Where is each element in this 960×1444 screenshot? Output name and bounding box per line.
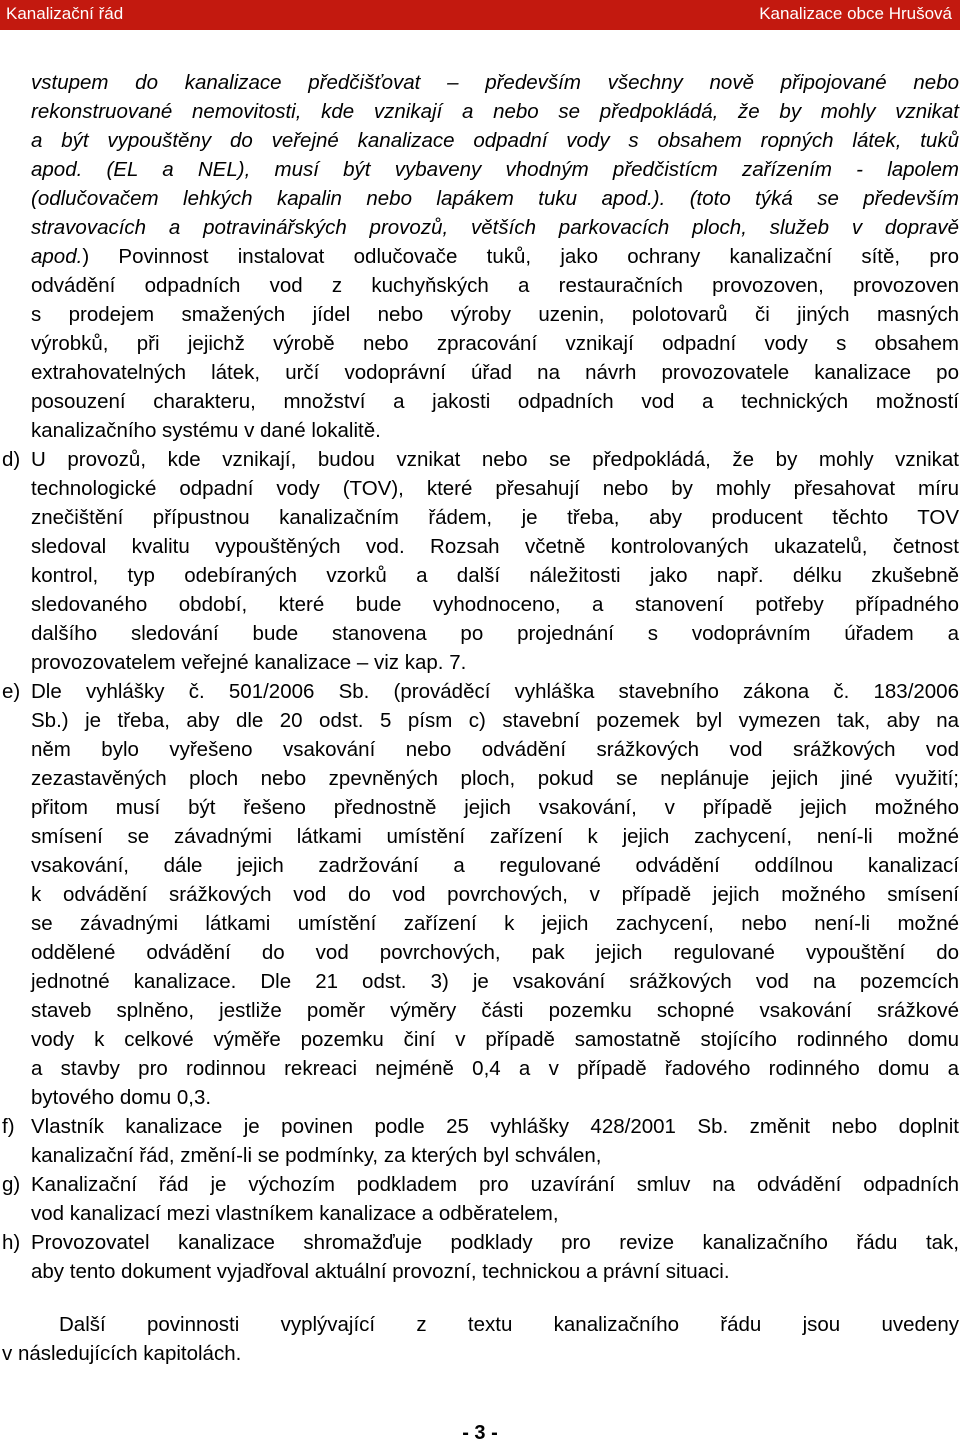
page-number: - 3 - (462, 1422, 498, 1444)
intro-line: rekonstruované nemovitosti, kde vznikají a nebo se předpokládá, že by mohly vznikat (31, 100, 959, 123)
item-line: bytového domu 0,3. (31, 1086, 212, 1109)
normal-fragment: ) Povinnost instalovat odlučovače tuků, jako ochrany kanalizační sítě, pro (82, 245, 959, 268)
item-line: k odvádění srážkových vod do vod povrchových, v případě jejich možného smísení (31, 883, 959, 906)
item-line: něm bylo vyřešeno vsakování nebo odvádění srážkových vod srážkových vod (31, 738, 959, 761)
item-line: Sb.) je třeba, aby dle 20 odst. 5 písm c) stavební pozemek byl vymezen tak, aby na (31, 709, 959, 732)
closing-line: v následujících kapitolách. (2, 1342, 242, 1365)
item-line: oddělené odvádění do vod povrchových, pak jejich regulované vypouštění do (31, 941, 959, 964)
item-line: dalšího sledování bude stanovena po projednání s vodoprávním úřadem a (31, 622, 959, 645)
item-line: Kanalizační řád je výchozím podkladem pro uzavírání smluv na odvádění odpadních (31, 1173, 959, 1196)
item-line: zezastavěných ploch nebo zpevněných ploch, pokud se neplánuje jejich jiné využití; (31, 767, 959, 790)
item-line: vod kanalizací mezi vlastníkem kanalizace a odběratelem, (31, 1202, 559, 1225)
item-line: kanalizační řád, změní-li se podmínky, za kterých byl schválen, (31, 1144, 602, 1167)
paragraph-line: extrahovatelných látek, určí vodoprávní úřad na návrh provozovatele kanalizace po (31, 361, 959, 384)
item-line: vsakování, dále jejich zadržování a regulované odvádění oddílnou kanalizací (31, 854, 959, 877)
intro-line: apod. (EL a NEL), musí být vybaveny vhodným předčistícm zařízením - lapolem (31, 158, 959, 181)
item-label: g) (2, 1173, 21, 1196)
item-line: smísení se závadnými látkami umístění zařízení k jejich zachycení, není-li možné (31, 825, 959, 848)
item-line: znečištění přípustnou kanalizačním řádem, je třeba, aby producent těchto TOV (31, 506, 959, 529)
item-line: přitom musí být řešeno přednostně jejich vsakování, v případě jejich možného (31, 796, 959, 819)
paragraph-line: výrobků, při jejichž výrobě nebo zpracování vznikají odpadní vody s obsahem (31, 332, 959, 355)
item-line: se závadnými látkami umístění zařízení k jejich zachycení, nebo není-li možné (31, 912, 959, 935)
item-label: f) (2, 1115, 15, 1138)
intro-line: stravovacích a potravinářských provozů, větších parkovacích ploch, služeb v dopravě (31, 216, 959, 239)
paragraph-line: posouzení charakteru, množství a jakosti odpadních vod a technických možností (31, 390, 959, 413)
item-line: U provozů, kde vznikají, budou vznikat nebo se předpokládá, že by mohly vznikat (31, 448, 959, 471)
header-document-title: Kanalizační řád (6, 4, 124, 23)
item-line: Dle vyhlášky č. 501/2006 Sb. (prováděcí vyhláška stavebního zákona č. 183/2006 (31, 680, 959, 703)
paragraph-line: odvádění odpadních vod z kuchyňských a restauračních provozoven, provozoven (31, 274, 959, 297)
intro-line: vstupem do kanalizace předčišťovat – především všechny nově připojované nebo (31, 71, 959, 94)
header-project-title: Kanalizace obce Hrušová (759, 4, 952, 23)
item-line: Vlastník kanalizace je povinen podle 25 vyhlášky 428/2001 Sb. změnit nebo doplnit (31, 1115, 959, 1138)
intro-line: (odlučovačem lehkých kapalin nebo lapákem tuku apod.). (toto týká se především (31, 187, 959, 210)
page-header (0, 0, 960, 30)
paragraph-line: kanalizačního systému v dané lokalitě. (31, 419, 381, 442)
item-label: e) (2, 680, 21, 703)
item-line: Provozovatel kanalizace shromažďuje podklady pro revize kanalizačního řádu tak, (31, 1231, 959, 1254)
item-line: provozovatelem veřejné kanalizace – viz kap. 7. (31, 651, 467, 674)
item-line: vody k celkové výměře pozemku činí v případě samostatně stojícího rodinného domu (31, 1028, 959, 1051)
item-line: aby tento dokument vyjadřoval aktuální provozní, technickou a právní situaci. (31, 1260, 730, 1283)
paragraph-line: s prodejem smažených jídel nebo výroby uzenin, polotovarů či jiných masných (31, 303, 959, 326)
item-line: a stavby pro rodinnou rekreaci nejméně 0,4 a v případě řadového rodinného domu a (31, 1057, 959, 1080)
closing-line: Další povinnosti vyplývající z textu kanalizačního řádu jsou uvedeny (59, 1313, 959, 1336)
item-line: sledoval kvalitu vypouštěných vod. Rozsah včetně kontrolovaných ukazatelů, četnost (31, 535, 959, 558)
item-line: sledovaného období, které bude vyhodnoceno, a stanovení potřeby případného (31, 593, 959, 616)
item-line: technologické odpadní vody (TOV), které přesahují nebo by mohly přesahovat míru (31, 477, 959, 500)
item-line: staveb splněno, jestliže poměr výměry části pozemku schopné vsakování srážkové (31, 999, 959, 1022)
intro-line: a být vypouštěny do veřejné kanalizace odpadní vody s obsahem ropných látek, tuků (31, 129, 959, 152)
item-line: kontrol, typ odebíraných vzorků a další náležitosti jako např. délku zkušebně (31, 564, 959, 587)
item-label: d) (2, 448, 21, 471)
mixed-line (31, 243, 959, 271)
item-label: h) (2, 1231, 21, 1254)
item-line: jednotné kanalizace. Dle 21 odst. 3) je vsakování srážkových vod na pozemcích (31, 970, 959, 993)
italic-fragment: apod. (31, 245, 83, 268)
